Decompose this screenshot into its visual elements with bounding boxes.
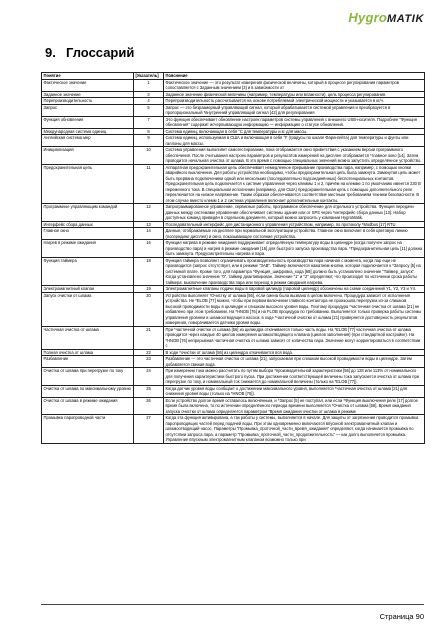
table-row [42,356,425,368]
glossary-description: Запрос — это безразмерный управляющий сигнал, который обрабатывается системой управления и преобразуется в пропорциональный *внутренний управляющий сигнал [42] для регулирования [164,104,425,116]
glossary-term: Интерфейс сбора данных [42,221,134,228]
table-row [42,164,425,204]
glossary-term: Электромагнитный клапан [42,286,134,293]
glossary-index: 24 [134,368,164,386]
section-number: 9. [45,45,56,60]
glossary-index: 8 [134,128,164,135]
glossary-term: Очистка от шлама в режиме ожидания [42,397,134,415]
table-row [42,147,425,165]
glossary-term: Запрос [42,104,134,116]
glossary-description: Фактическое значение — это результат измерения физической величины, который в процессе регулирования параметров сопоставляется с Заданным значением [3] и в зависимости от [164,79,425,91]
section-title-text: Глоссарий [66,45,135,60]
table-row [42,368,425,386]
glossary-term: Полная очистка от шлама [42,349,134,356]
table-row [42,292,425,326]
glossary-index: 27 [134,415,164,444]
glossary-description: Последовательный интерфейс для дистанционного управления устройством, например, по протоколу *Modbus [17] RTU. [164,221,425,228]
glossary-description: Аппаратная предохранительная цепь обеспечивает немедленное прерывание производства пара, например, с помощью кнопки аварийного выключения. Для работы устройства необходимо, чтобы предохранительная цепь была замкнута. Замкнутая цепь может быть прервана подключением одной или нескольких (последовательно подсоединённых) беспотенциальных контактов. Предохранительная цепь подключается к системе управления через клеммы 1 и 2, причём на клемме 1 по умолчанию имеется 230 В переменного тока. В специальном исполнении (например, для США) предохранительная цепь с помощью дополнительного реле переключается на низкое напряжение. Таким образом обеспечивается соответствие местным требованиям техники безопасности. В этом случае вместо клемм 1 и 2 система управления включает дополнительные контакты. [164,164,425,204]
table-row [42,415,425,444]
glossary-term: Нагрев в режиме ожидания [42,240,134,258]
table-row [42,397,425,415]
glossary-term: Промывка паропроводной части [42,415,134,444]
table-row [42,257,425,286]
glossary-description: При *частичной очистке от шлама [56] из цилиндра откачивается только часть воды. На *ELOB [77] частичная очистка от шлама проводится через каждые 40 циклов измерения шламоотводящего клапана (циклов заполнения) (при стандартной настройке). На *HNOB [76] непрерывная частичная очистка от шлама зависит от количества пара. Значение могут корректироваться в соответствии с [164,326,425,349]
glossary-description: Функция таймера позволяет ограничивать производительность производства пара начиная с момента, когда пар еще не производится (запрос отсутствует, или в режиме "ЗАВ". Таймер включается нажатием кнопки, которая подключается к *Запросу [5] на системной плате. Кроме того, для параметра "Функция_шифровка_хода [68] должно быть установлено значение "Таймер_запуск". Когда установлено значение "0", таймер деактивирован. Значение "1" и "2" определяют, что происходит по истечении срока работы таймера: выключение производства пара или переход в режим ожидания нагрева. [164,257,425,286]
glossary-term: Разбавление [42,356,134,368]
section-title [45,45,134,60]
glossary-description: В ходе *очистки от шлама [56] из цилиндра откачивается вся вода. [164,349,425,356]
glossary-term: Перепроизводительность [42,98,134,105]
glossary-index: 1 [134,79,164,91]
glossary-index: 7 [134,116,164,128]
glossary-description: Запрограммированное управление, сервисные работы, программное обеспечение для отдельного устройства. Функция передачи данных между системами управления обеспечивает системы здания или от SPS через *интерфейс сбора данных [13]. Набор доступных команд приведён в отдельном документе, который можно запросить у компании HygroMatik. [164,204,425,222]
glossary-table [41,72,425,444]
table-row [42,240,425,258]
table-row [42,385,425,397]
glossary-term: Функция таймера [42,257,134,286]
glossary-term: Инициализация [42,147,134,165]
glossary-index: 9 [134,135,164,147]
glossary-index: 18 [134,257,164,286]
glossary-index: 4 [134,98,164,105]
glossary-index: 26 [134,397,164,415]
glossary-description: Система единиц, используемая в США и включающая в себя °F (градусы по шкале Фаренгейта) для температуры и фунты или галлоны для массы. [164,135,425,147]
column-header-index: [Указатель] [134,73,164,80]
glossary-description: Функция нагрева в режиме ожидания поддерживает определённую температуру воды в цилиндре (когда получен запрос на производство пара) и нагрев в режиме ожидания [16] для быстрого запуска производства пара. *Предохранительная цепь [11] должна быть замкнута. Предусмотрительны нагрева и пара. [164,240,425,258]
glossary-description: Данные, отображаемые на дисплее при нормальной эксплуатации устройства. Главное окно включает в себя цветовую линию (посередине дисплея) и окно, показывающее состояние устройства. [164,228,425,240]
glossary-description: Если устройство долгое время оставалось включённым, и *Запрос [5] не поступал, или если *Функция выключения реле [17] долгое время была включена, то по истечении определённого периода времени выполняется *Очистка от шлама [56]. Время ожидания запуска очистки от шлама определяется параметром "Время ожидания очистки от шлама в режиме [164,397,425,415]
glossary-term: Очистка от шлама при перегрузке по току [42,368,134,386]
glossary-description: Система управления выполняет самотестирование, пока отображается окно приветствия с указанием версии программного обеспечения. После считывания настроек параметров и результатов измерений на дисплее отображается *главное окно [14]. Затем проводится начальная очистка от шлама. В это время с помощью специальных значений можно запустить определённое устройство. [164,147,425,165]
page-number: Страница 90 [379,612,424,621]
glossary-description: Когда эта функция активирована, а так работы у системы, выполняется в начале. Для защиты от загрязнения проводится промывка паропроводящих частей перед подачей воды. При этом одновременно включаются впускной электромагнитный клапан и шламоотводящий насос. Параметры "Промывка_проточной_части_время_ожидания" определяют, когда начинается промывка по отсутствии запроса пара, а параметр "Промывка_проточной_части_продолжительность" — как долго выполняется промывка. Управление впускным электромагнитным клапаном возможно только при [164,415,425,444]
glossary-description: Система единиц, включающая в себя °C для температуры и кг для массы. [164,128,425,135]
glossary-index: 22 [134,349,164,356]
glossary-index: 16 [134,240,164,258]
glossary-term: Предохранительная цепь [42,164,134,204]
glossary-term: Функция обновления [42,116,134,128]
column-header-description: Пояснение [164,73,425,80]
glossary-index: 11 [134,164,164,204]
glossary-term: Частичная очистка от шлама [42,326,134,349]
hygromatik-logo: HygroMATIK [348,10,424,25]
glossary-term: Очистка от шлама по максимальному уровню [42,385,134,397]
glossary-description: Заданное значение физической величины (например, температуры или влажности), цель процесса регулирования. [164,91,425,98]
glossary-description: Разбавление — это частичная очистка от шлама [21], запускаемая при слишком высокой проводимости воды в цилиндре. Затем добавляется свежая вода. [164,356,425,368]
glossary-description: Это функция обеспечивает обновление настроек параметров системы управления с внешнего USB-носителя. Подробнее "Функция обновления" содержит исчерпывающую информацию — информацию о статусе обновления. [164,116,425,128]
glossary-index: 20 [134,292,164,326]
glossary-index: 12 [134,204,164,222]
glossary-index: 19 [134,286,164,293]
glossary-term: Запуск очистки от шлама [42,292,134,326]
footer-divider [41,604,424,605]
glossary-description: Перепроизводительность рассчитывается на основе потребляемой электрической мощности и указывается в кг/ч. [164,98,425,105]
glossary-term: Международная система единиц [42,128,134,135]
glossary-index: 21 [134,326,164,349]
table-row [42,116,425,128]
column-header-term: Понятие [42,73,134,80]
header-band [0,0,446,32]
glossary-term: Английская система мер [42,135,134,147]
glossary-index: 14 [134,228,164,240]
glossary-term: Главное окно [42,228,134,240]
table-row [42,104,425,116]
glossary-index: 10 [134,147,164,165]
glossary-term: Программное управляющим командой [42,204,134,222]
table-row [42,228,425,240]
glossary-index: 23 [134,356,164,368]
glossary-index: 5 [134,104,164,116]
table-row [42,135,425,147]
glossary-description: При измерении тока можно рассчитать по путям выбора *производительной характеристики [56] до 128 или 113% от номинального для получения характеристики быстрого пуска. При достижении соответствующей величины тока запускается очистка от шлама при перегрузке по току, и номинальный ток снижается до номинальной величины (только на *ELOB [77]). [164,368,425,386]
glossary-description: Электромагнитные клапаны подачи воды в паровой цилиндр (паровой цилиндр) обозначены на схеме соединений Y1, Y2, Y3 и Y4. [164,286,425,293]
table-row [42,204,425,222]
glossary-index: 3 [134,91,164,98]
glossary-index: 13 [134,221,164,228]
glossary-description: Когда датчик уровня воды сообщает о достижении максимального уровня, выполняется *частичная очистка от шлама [21] для снижения уровня воды (только на *HNOB [76]). [164,385,425,397]
glossary-term: Фактическое значение [42,79,134,91]
glossary-description: Устройство выполняет *Очистку от шлама [56], если смена была вызвана в целом включено. Процедура зависит от исполнения устройства. Не *ЕLOB [77] можно, чтобы при первом включении главного контактора не произошла перегрузка из-за слишком высокой проводимости воды в цилиндре и слишком высокого уровня воды. Поэтому процедура *частичная очистка от шлама [21] не избавлено при этом требовании. На *HNOB [76] и на FLOB процедура по требованию. Выполняется только проверка работы системы управления уровнем и шламоотводящего насоса: в ходе *частичной очистки от шлама [21] проверяется достоверность результатов измерения, поворачивается датчики уровня воды. [164,292,425,326]
table-row [42,79,425,91]
table-row [42,326,425,349]
glossary-term: Заданное значение [42,91,134,98]
glossary-index: 25 [134,385,164,397]
